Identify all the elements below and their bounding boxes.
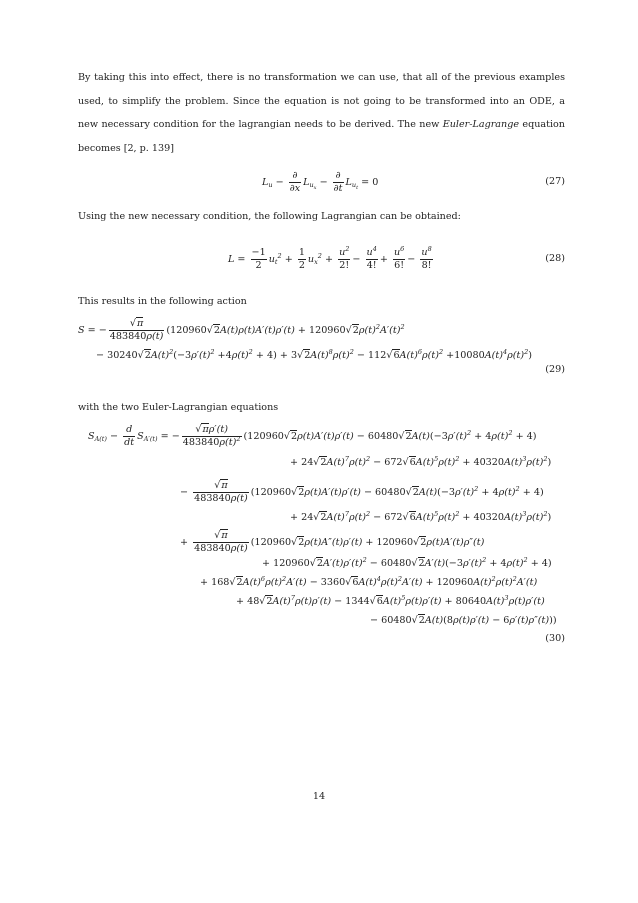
equation-number-27: (27) xyxy=(545,176,565,187)
equation-30-line-4: + $24√2A(t)^7\rho(t)^2 - 672√6A(t)^5\rho(t)^2 + 40320A(t)^3\rho(t)^2$) xyxy=(290,510,552,523)
equation-number-28: (28) xyxy=(545,253,565,264)
equation-30-line-5: + $\frac{√\pi}{483840\rho(t)}$ (120960√2ρ(t)A″(t)ρ′(t) + 120960√2ρ(t)A′(t)ρ″(t) xyxy=(180,530,485,554)
paragraph-euler-equations: with the two Euler-Lagrangian equations xyxy=(78,402,279,413)
equation-30-line-7: + $168√2A(t)^6\rho(t)^2A'(t) - 3360√6A(t)^4\rho(t)^2A'(t) + 120960A(t)^2\rho(t)^2A'(t)$ xyxy=(200,575,538,588)
equation-30-line-9: − 60480√2A(t)(8ρ(t)ρ′(t) − 6ρ′(t)ρ″(t))) xyxy=(370,615,557,626)
equation-28: L = $\frac{-1}{2}$ $u_t^2$ + $\frac{1}{2}$ $u_x^2$ + $\frac{u^2}{2!}$ − $\frac{u^4}{4!}$ + $\frac{u^6}{6!}$ − $\frac{u^8}{8!}$ xyxy=(228,245,432,271)
paragraph-intro xyxy=(78,66,565,160)
equation-30-line-3: − $\frac{√\pi}{483840\rho(t)}$ ($120960√2\rho(t)A'(t)\rho'(t) - 60480√2A(t)(-3\rho'(t)^2 + 4\rho(t)^2 + 4)$ xyxy=(180,480,544,504)
equation-number-29: (29) xyxy=(545,364,565,375)
equation-30-line-6: + $120960√2A'(t)\rho'(t)^2 - 60480√2A'(t)(-3\rho'(t)^2 + 4\rho(t)^2 + 4)$ xyxy=(262,556,552,569)
euler-lagrange-term: Euler-Lagrange xyxy=(442,119,520,130)
equation-29-line-2: − $30240√2A(t)^2(-3\rho'(t)^2 +4\rho(t)^2 + 4) + 3√2A(t)^8\rho(t)^2 - 112√6A(t)^6\rho(t)^2 +10080A(t)^4\rho(t)^2$) xyxy=(96,348,533,361)
page-number: 14 xyxy=(312,791,326,802)
paragraph-lagrangian: Using the new necessary condition, the following Lagrangian can be obtained: xyxy=(78,211,461,222)
equation-30-line-8: + $48√2A(t)^7\rho(t)\rho'(t) - 1344√6A(t)^5\rho(t)\rho'(t) + 80640A(t)^3\rho(t)\rho'(t)$ xyxy=(236,594,545,607)
equation-number-30: (30) xyxy=(545,633,565,644)
equation-27: $L_u$ − $\frac{\partial}{\partial x}$ $L_{u_x}$ − $\frac{\partial}{\partial t}$ $L_{u_t} = 0$ xyxy=(262,170,379,194)
equation-30-line-1: $S_{A(t)}$ − $\frac{d}{dt}$ $S_{A'(t)}$ = − $\frac{√\pi\rho'(t)}{483840\rho(t)^2}$ ($120960√2\rho(t)A'(t)\rho'(t) - 60480√2A(t)(-3\rho'(t)^2 + 4\rho(t)^2 + 4)$ xyxy=(88,424,537,448)
paragraph-action: This results in the following action xyxy=(78,296,247,307)
equation-29-line-1: S = − $\frac{√\pi}{483840\rho(t)}$ ($120960√2A(t)\rho(t)A'(t)\rho'(t) + 120960√2\rho(t)^2A'(t)^2$ xyxy=(78,318,405,342)
paragraph-intro-text: By taking this into effect, there is no transformation we can use, that all of the previous examples used, to simplify the problem. Since the equation is not going to be transformed into an ODE, a new necessary condition for the lagrangian needs to be derived. The new xyxy=(78,72,565,130)
equation-30-line-2: + $24√2A(t)^7\rho(t)^2 - 672√6A(t)^5\rho(t)^2 + 40320A(t)^3\rho(t)^2$) xyxy=(290,455,552,468)
paragraph-intro-tail: equation becomes [2, p. 139] xyxy=(78,119,565,154)
